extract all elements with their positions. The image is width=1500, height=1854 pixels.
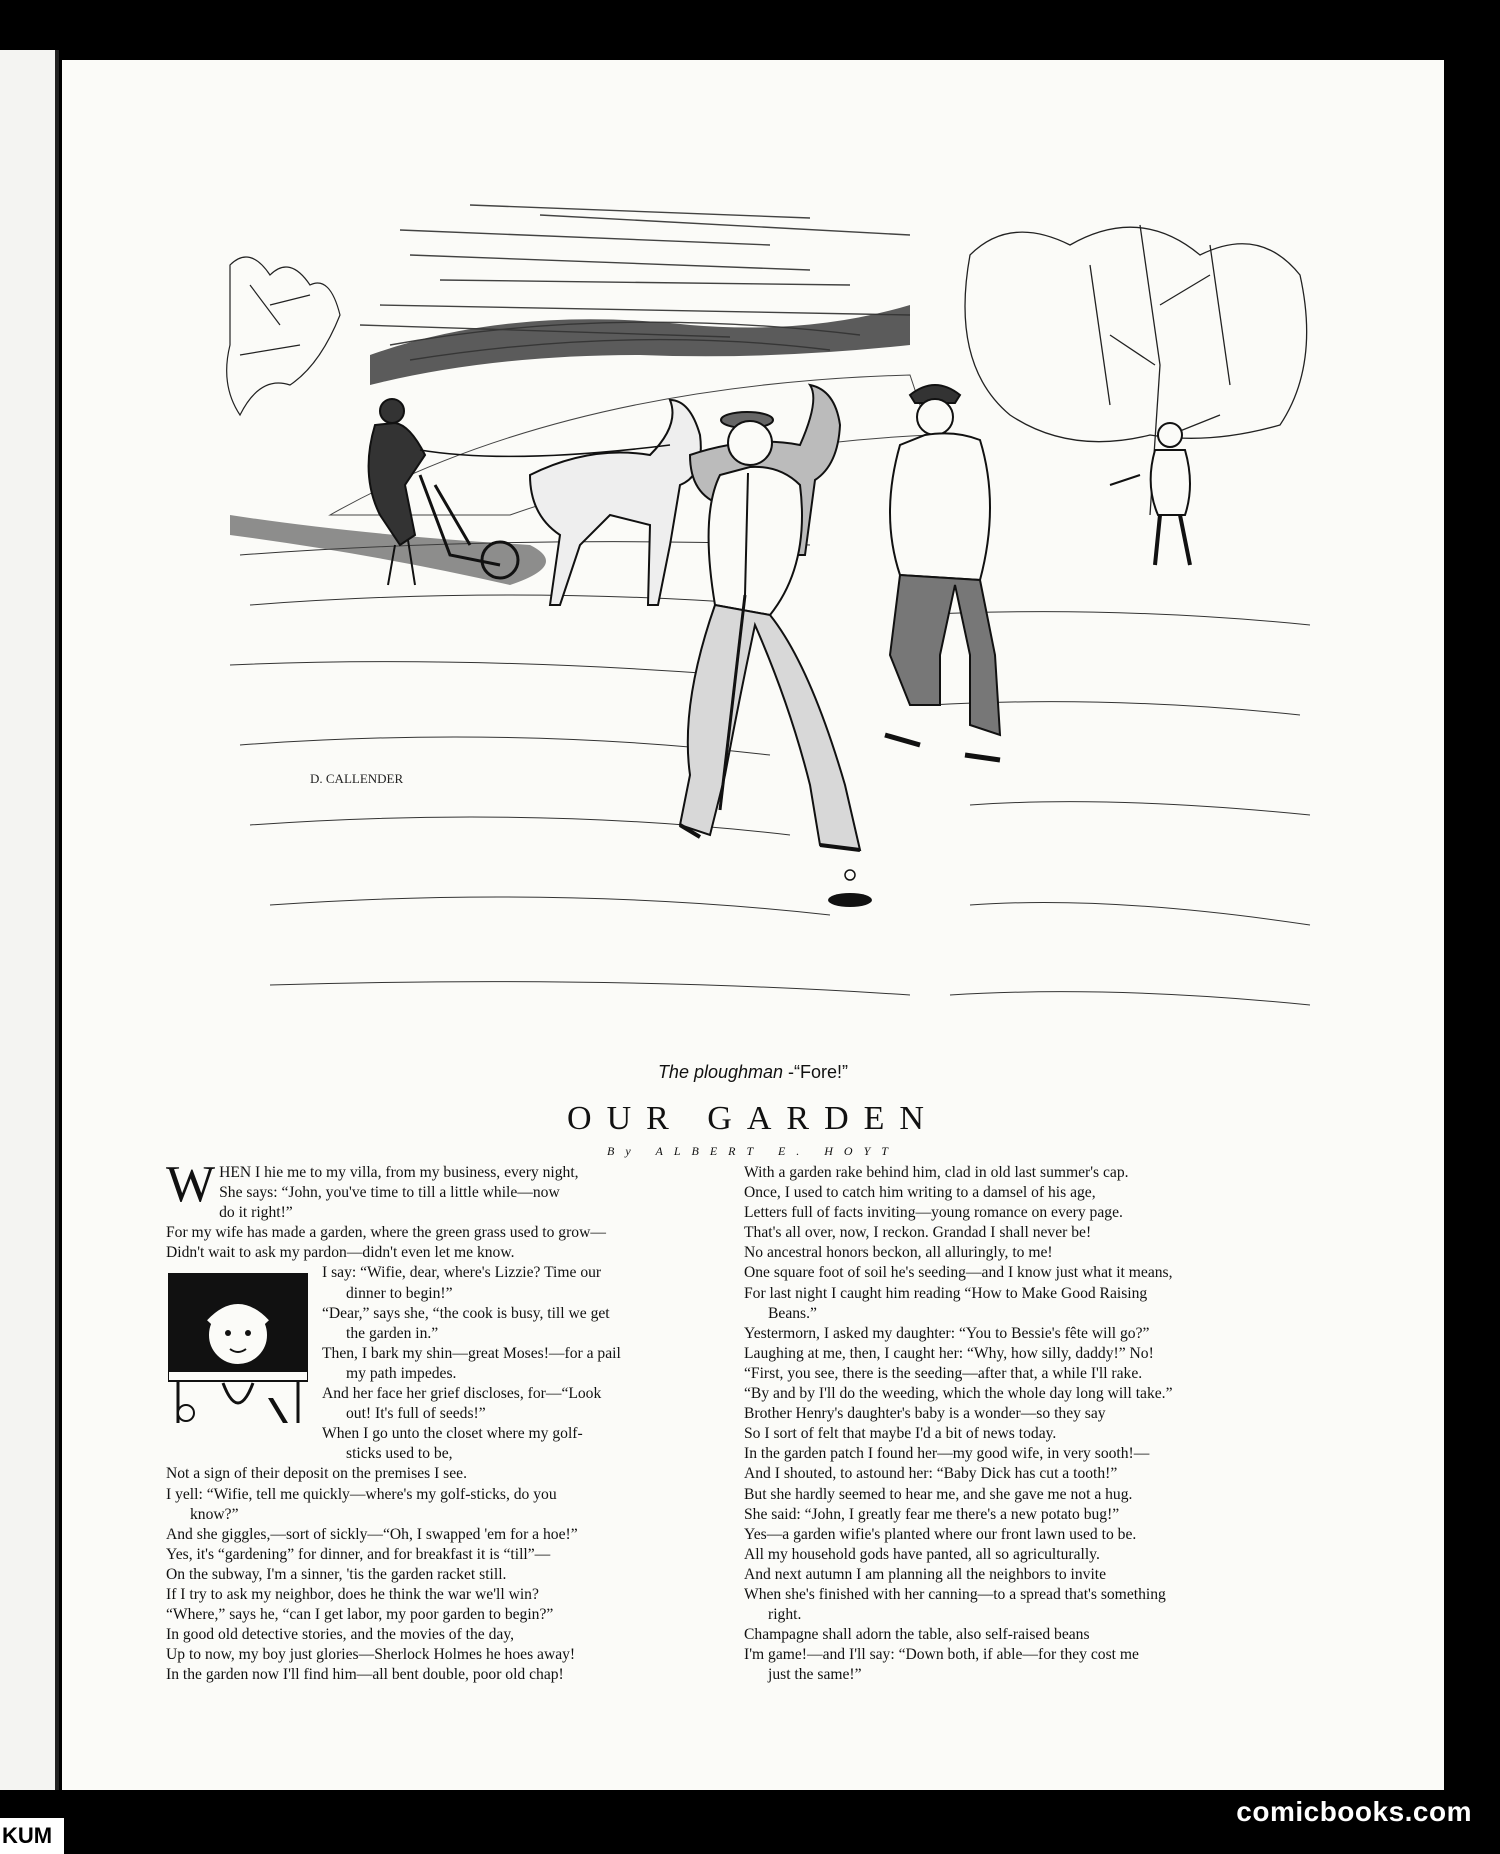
poem-line: Champagne shall adorn the table, also self-raised beans xyxy=(744,1626,1090,1644)
poem-line: out! It's full of seeds!” xyxy=(346,1405,486,1423)
caption-italic-part: The ploughman xyxy=(657,1062,784,1082)
poem-line: Yes, it's “gardening” for dinner, and for breakfast it is “till”— xyxy=(166,1545,551,1563)
poem-line: “Dear,” says she, “the cook is busy, till we get xyxy=(322,1304,610,1322)
left-edge-label: KUM xyxy=(0,1818,64,1854)
poem-line: She says: “John, you've time to till a little while—now xyxy=(219,1184,560,1202)
poem-line: I say: “Wifie, dear, where's Lizzie? Time our xyxy=(322,1264,602,1282)
drop-cap: W xyxy=(166,1156,216,1213)
poem-line: In the garden patch I found her—my good wife, in very sooth!— xyxy=(744,1445,1150,1463)
poem-line: One square foot of soil he's seeding—and I know just what it means, xyxy=(744,1264,1173,1282)
poem-line: my path impedes. xyxy=(346,1364,457,1382)
left-bottom-lines xyxy=(166,1464,706,1685)
poem-line: And her face her grief discloses, for—“Look xyxy=(322,1385,602,1403)
poem-line: When I go unto the closet where my golf- xyxy=(322,1425,583,1443)
poem-line: just the same!” xyxy=(768,1666,862,1684)
poem-line: “By and by I'll do the weeding, which the whole day long will take.” xyxy=(744,1385,1173,1403)
lines-beside-picture xyxy=(322,1263,706,1464)
poem-line: dinner to begin!” xyxy=(346,1284,453,1302)
poem-line: I'm game!—and I'll say: “Down both, if able—for they cost me xyxy=(744,1646,1139,1664)
left-page-edge xyxy=(0,50,59,1790)
poem-line: Not a sign of their deposit on the premises I see. xyxy=(166,1465,467,1483)
poem-line: Didn't wait to ask my pardon—didn't even let me know. xyxy=(166,1244,515,1262)
poem-line: No ancestral honors beckon, all alluringly, to me! xyxy=(744,1244,1053,1262)
poem-line: Yes—a garden wifie's planted where our front lawn used to be. xyxy=(744,1525,1137,1543)
article-title: OUR GARDEN xyxy=(567,1100,939,1137)
poem-right-column xyxy=(744,1163,1309,1685)
poem-left-column xyxy=(166,1156,706,1685)
poem-line: I yell: “Wifie, tell me quickly—where's my golf-sticks, do you xyxy=(166,1485,557,1503)
poem-line: For my wife has made a garden, where the green grass used to grow— xyxy=(166,1224,606,1242)
poem-line: For last night I caught him reading “How to Make Good Raising xyxy=(744,1284,1148,1302)
poem-line: When she's finished with her canning—to a spread that's something xyxy=(744,1585,1166,1603)
poem-line: Beans.” xyxy=(768,1304,817,1322)
poem-line: Up to now, my boy just glories—Sherlock Holmes he hoes away! xyxy=(166,1646,576,1664)
poem-line: “First, you see, there is the seeding—after that, a while I'll rake. xyxy=(744,1364,1143,1382)
spot-illustration-block xyxy=(166,1263,706,1464)
poem-line: do it right!” xyxy=(219,1204,293,1222)
poem-line: know?” xyxy=(190,1505,239,1523)
caption-quote-part: -“Fore!” xyxy=(788,1062,849,1082)
poem-line: Then, I bark my shin—great Moses!—for a pail xyxy=(322,1344,621,1362)
poem-line: Letters full of facts inviting—young romance on every page. xyxy=(744,1204,1123,1222)
poem-line: And I shouted, to astound her: “Baby Dick has cut a tooth!” xyxy=(744,1465,1118,1483)
golf-ploughman-illustration xyxy=(210,185,1330,1055)
poem-line: Brother Henry's daughter's baby is a wonder—so they say xyxy=(744,1405,1106,1423)
article-byline: By ALBERT E. HOYT xyxy=(607,1144,899,1158)
child-spot-illustration xyxy=(168,1273,308,1431)
poem-line: Yestermorn, I asked my daughter: “You to Bessie's fête will go?” xyxy=(744,1324,1150,1342)
poem-line: “Where,” says he, “can I get labor, my poor garden to begin?” xyxy=(166,1606,554,1624)
poem-line: And she giggles,—sort of sickly—“Oh, I swapped 'em for a hoe!” xyxy=(166,1525,578,1543)
poem-opening xyxy=(166,1156,706,1223)
poem-line: So I sort of felt that maybe I'd a bit of news today. xyxy=(744,1425,1057,1443)
artist-signature: D. CALLENDER xyxy=(310,771,404,786)
poem-line: If I try to ask my neighbor, does he think the war we'll win? xyxy=(166,1585,539,1603)
poem-line: right. xyxy=(768,1606,802,1624)
poem-line: That's all over, now, I reckon. Grandad I shall never be! xyxy=(744,1224,1092,1242)
illustration-caption xyxy=(62,1062,1444,1083)
poem-line: HEN I hie me to my villa, from my business, every night, xyxy=(219,1164,579,1181)
watermark: comicbooks.com xyxy=(1236,1796,1472,1827)
poem-line: Once, I used to catch him writing to a damsel of his age, xyxy=(744,1184,1096,1202)
poem-line: But she hardly seemed to hear me, and she gave me not a hug. xyxy=(744,1485,1133,1503)
poem-line: With a garden rake behind him, clad in old last summer's cap. xyxy=(744,1164,1129,1181)
poem-line: In good old detective stories, and the movies of the day, xyxy=(166,1626,515,1644)
poem-line: Laughing at me, then, I caught her: “Why, how silly, daddy!” No! xyxy=(744,1344,1154,1362)
poem-line: And next autumn I am planning all the neighbors to invite xyxy=(744,1565,1107,1583)
poem-line: sticks used to be, xyxy=(346,1445,453,1463)
magazine-page xyxy=(62,60,1444,1790)
poem-line: the garden in.” xyxy=(346,1324,439,1342)
poem-line: All my household gods have panted, all so agriculturally. xyxy=(744,1545,1100,1563)
poem-line: On the subway, I'm a sinner, 'tis the garden racket still. xyxy=(166,1565,507,1583)
poem-line: She said: “John, I greatly fear me there's a new potato bug!” xyxy=(744,1505,1120,1523)
opening-lines xyxy=(166,1156,706,1223)
poem-line: In the garden now I'll find him—all bent double, poor old chap! xyxy=(166,1666,564,1684)
left-middle-lines xyxy=(166,1223,706,1263)
